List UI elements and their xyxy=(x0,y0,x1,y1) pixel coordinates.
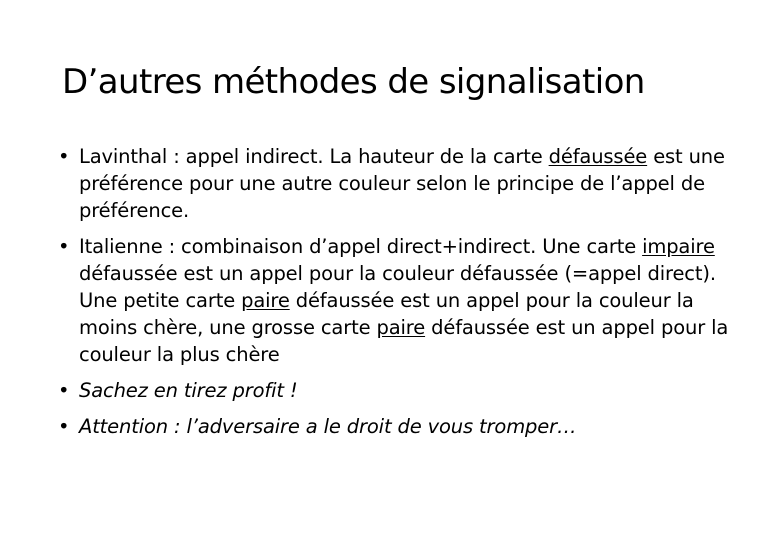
bullet-text: défaussée est un appel pour la couleur la moins chère, une grosse carte xyxy=(79,289,694,339)
bullet-item-italienne xyxy=(58,233,748,368)
bullet-text: défaussée est un appel pour la couleur défaussée (=appel direct). Une petite carte xyxy=(79,262,716,312)
bullet-text: Attention : l’adversaire a le droit de vous tromper… xyxy=(79,415,577,438)
bullet-item-sachez xyxy=(58,377,748,404)
slide-title: D’autres méthodes de signalisation xyxy=(62,62,645,102)
bullet-text: Lavinthal : appel indirect. La hauteur de la carte xyxy=(79,145,549,168)
bullet-text: est une préférence pour une autre couleur selon le principe de l’appel de préférence. xyxy=(79,145,725,222)
bullet-text: défaussée est un appel pour la couleur la plus chère xyxy=(79,316,729,366)
underlined-term: paire xyxy=(241,289,290,312)
underlined-term: impaire xyxy=(642,235,715,258)
bullet-item-attention xyxy=(58,413,748,440)
bullet-list xyxy=(58,143,748,449)
bullet-item-lavinthal xyxy=(58,143,748,224)
underlined-term: défaussée xyxy=(548,145,648,168)
underlined-term: paire xyxy=(376,316,426,339)
bullet-text: Sachez en tirez profit ! xyxy=(79,379,298,402)
bullet-text: Italienne : combinaison d’appel direct+indirect. Une carte xyxy=(79,235,643,258)
